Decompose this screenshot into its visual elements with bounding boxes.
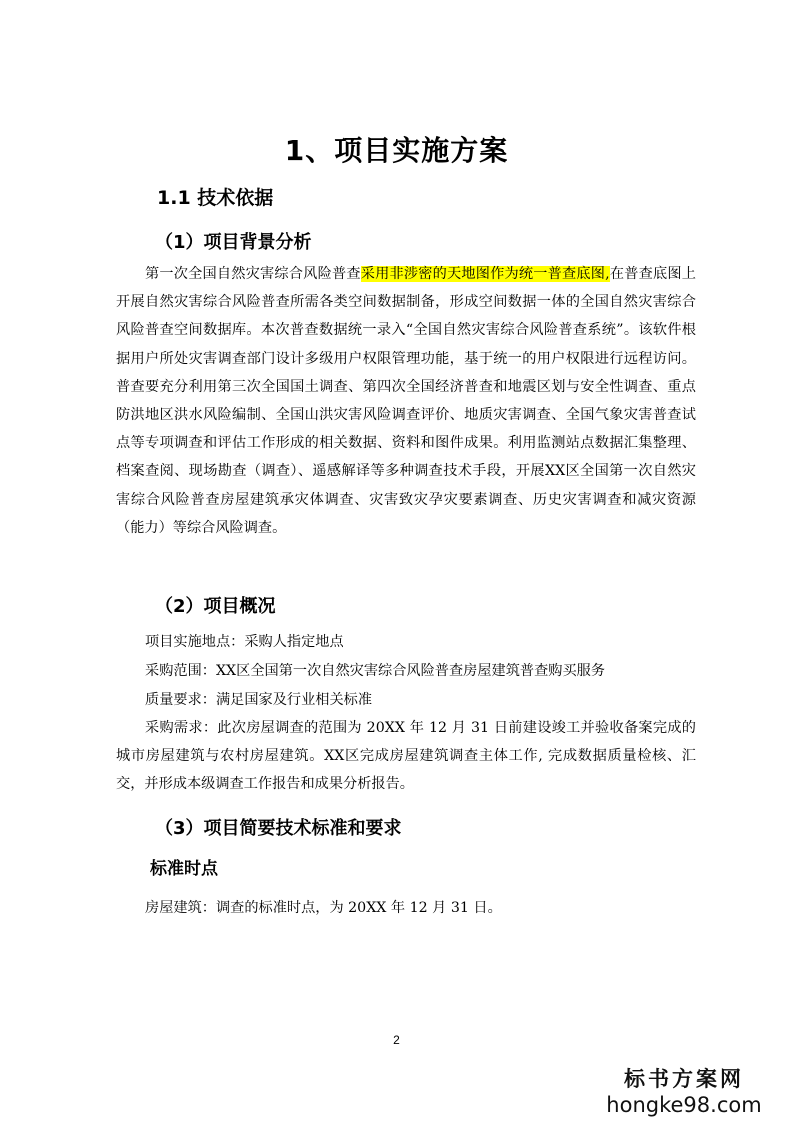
subsection-heading-background: （1）项目背景分析 (155, 232, 312, 253)
highlighted-text: 采用非涉密的天地图作为统一普查底图, (360, 266, 610, 282)
watermark-url: hongke98.com (606, 1093, 762, 1117)
section-heading-1-1: 1.1 技术依据 (157, 187, 274, 209)
overview-demand: 采购需求：此次房屋调查的范围为 20XX 年 12 月 31 日前建设竣工并验收备案完成的城市房屋建筑与农村房屋建筑。XX区完成房屋建筑调查主体工作, 完成数据质量检核、汇交，并形成本级调查工作报告和成果分析报告。 (116, 720, 696, 793)
background-text-rest: 在普查底图上开展自然灾害综合风险普查所需各类空间数据制备，形成空间数据一体的全国自然灾害综合风险普查空间数据库。本次普查数据统一录入“全国自然灾害综合风险普查系统”。该软件根据用户所处灾害调查部门设计多级用户权限管理功能，基于统一的用户权限进行远程访问。普查要充分利用第三次全国国土调查、第四次全国经济普查和地震区划与安全性调查、重点防洪地区洪水风险编制、全国山洪灾害风险调查评价、地质灾害调查、全国气象灾害普查试点等专项调查和评估工作形成的相关数据、资料和图件成果。利用监测站点数据汇集整理、档案查阅、现场勘查（调查）、遥感解译等多种调查技术手段，开展XX区全国第一次自然灾害综合风险普查房屋建筑承灾体调查、灾害致灾孕灾要素调查、历史灾害调查和减灾资源（能力）等综合风险调查。 (116, 266, 696, 536)
overview-quality: 质量要求：满足国家及行业相关标准 (145, 692, 373, 708)
page-number: 2 (393, 1033, 400, 1047)
standard-time-text: 房屋建筑：调查的标准时点，为 20XX 年 12 月 31 日。 (145, 900, 502, 916)
subsection-heading-overview: （2）项目概况 (155, 596, 276, 617)
background-text-start: 第一次全国自然灾害综合风险普查 (145, 266, 361, 282)
watermark (589, 1066, 779, 1118)
standard-time-heading: 标准时点 (150, 859, 218, 879)
subsection-heading-standards: （3）项目简要技术标准和要求 (155, 818, 402, 839)
overview-scope: 采购范围：XX区全国第一次自然灾害综合风险普查房屋建筑普查购买服务 (145, 663, 606, 679)
watermark-name: 标书方案网 (624, 1067, 744, 1091)
page-title: 1、项目实施方案 (284, 134, 509, 167)
overview-location: 项目实施地点：采购人指定地点 (145, 634, 344, 650)
background-paragraph (116, 260, 696, 542)
